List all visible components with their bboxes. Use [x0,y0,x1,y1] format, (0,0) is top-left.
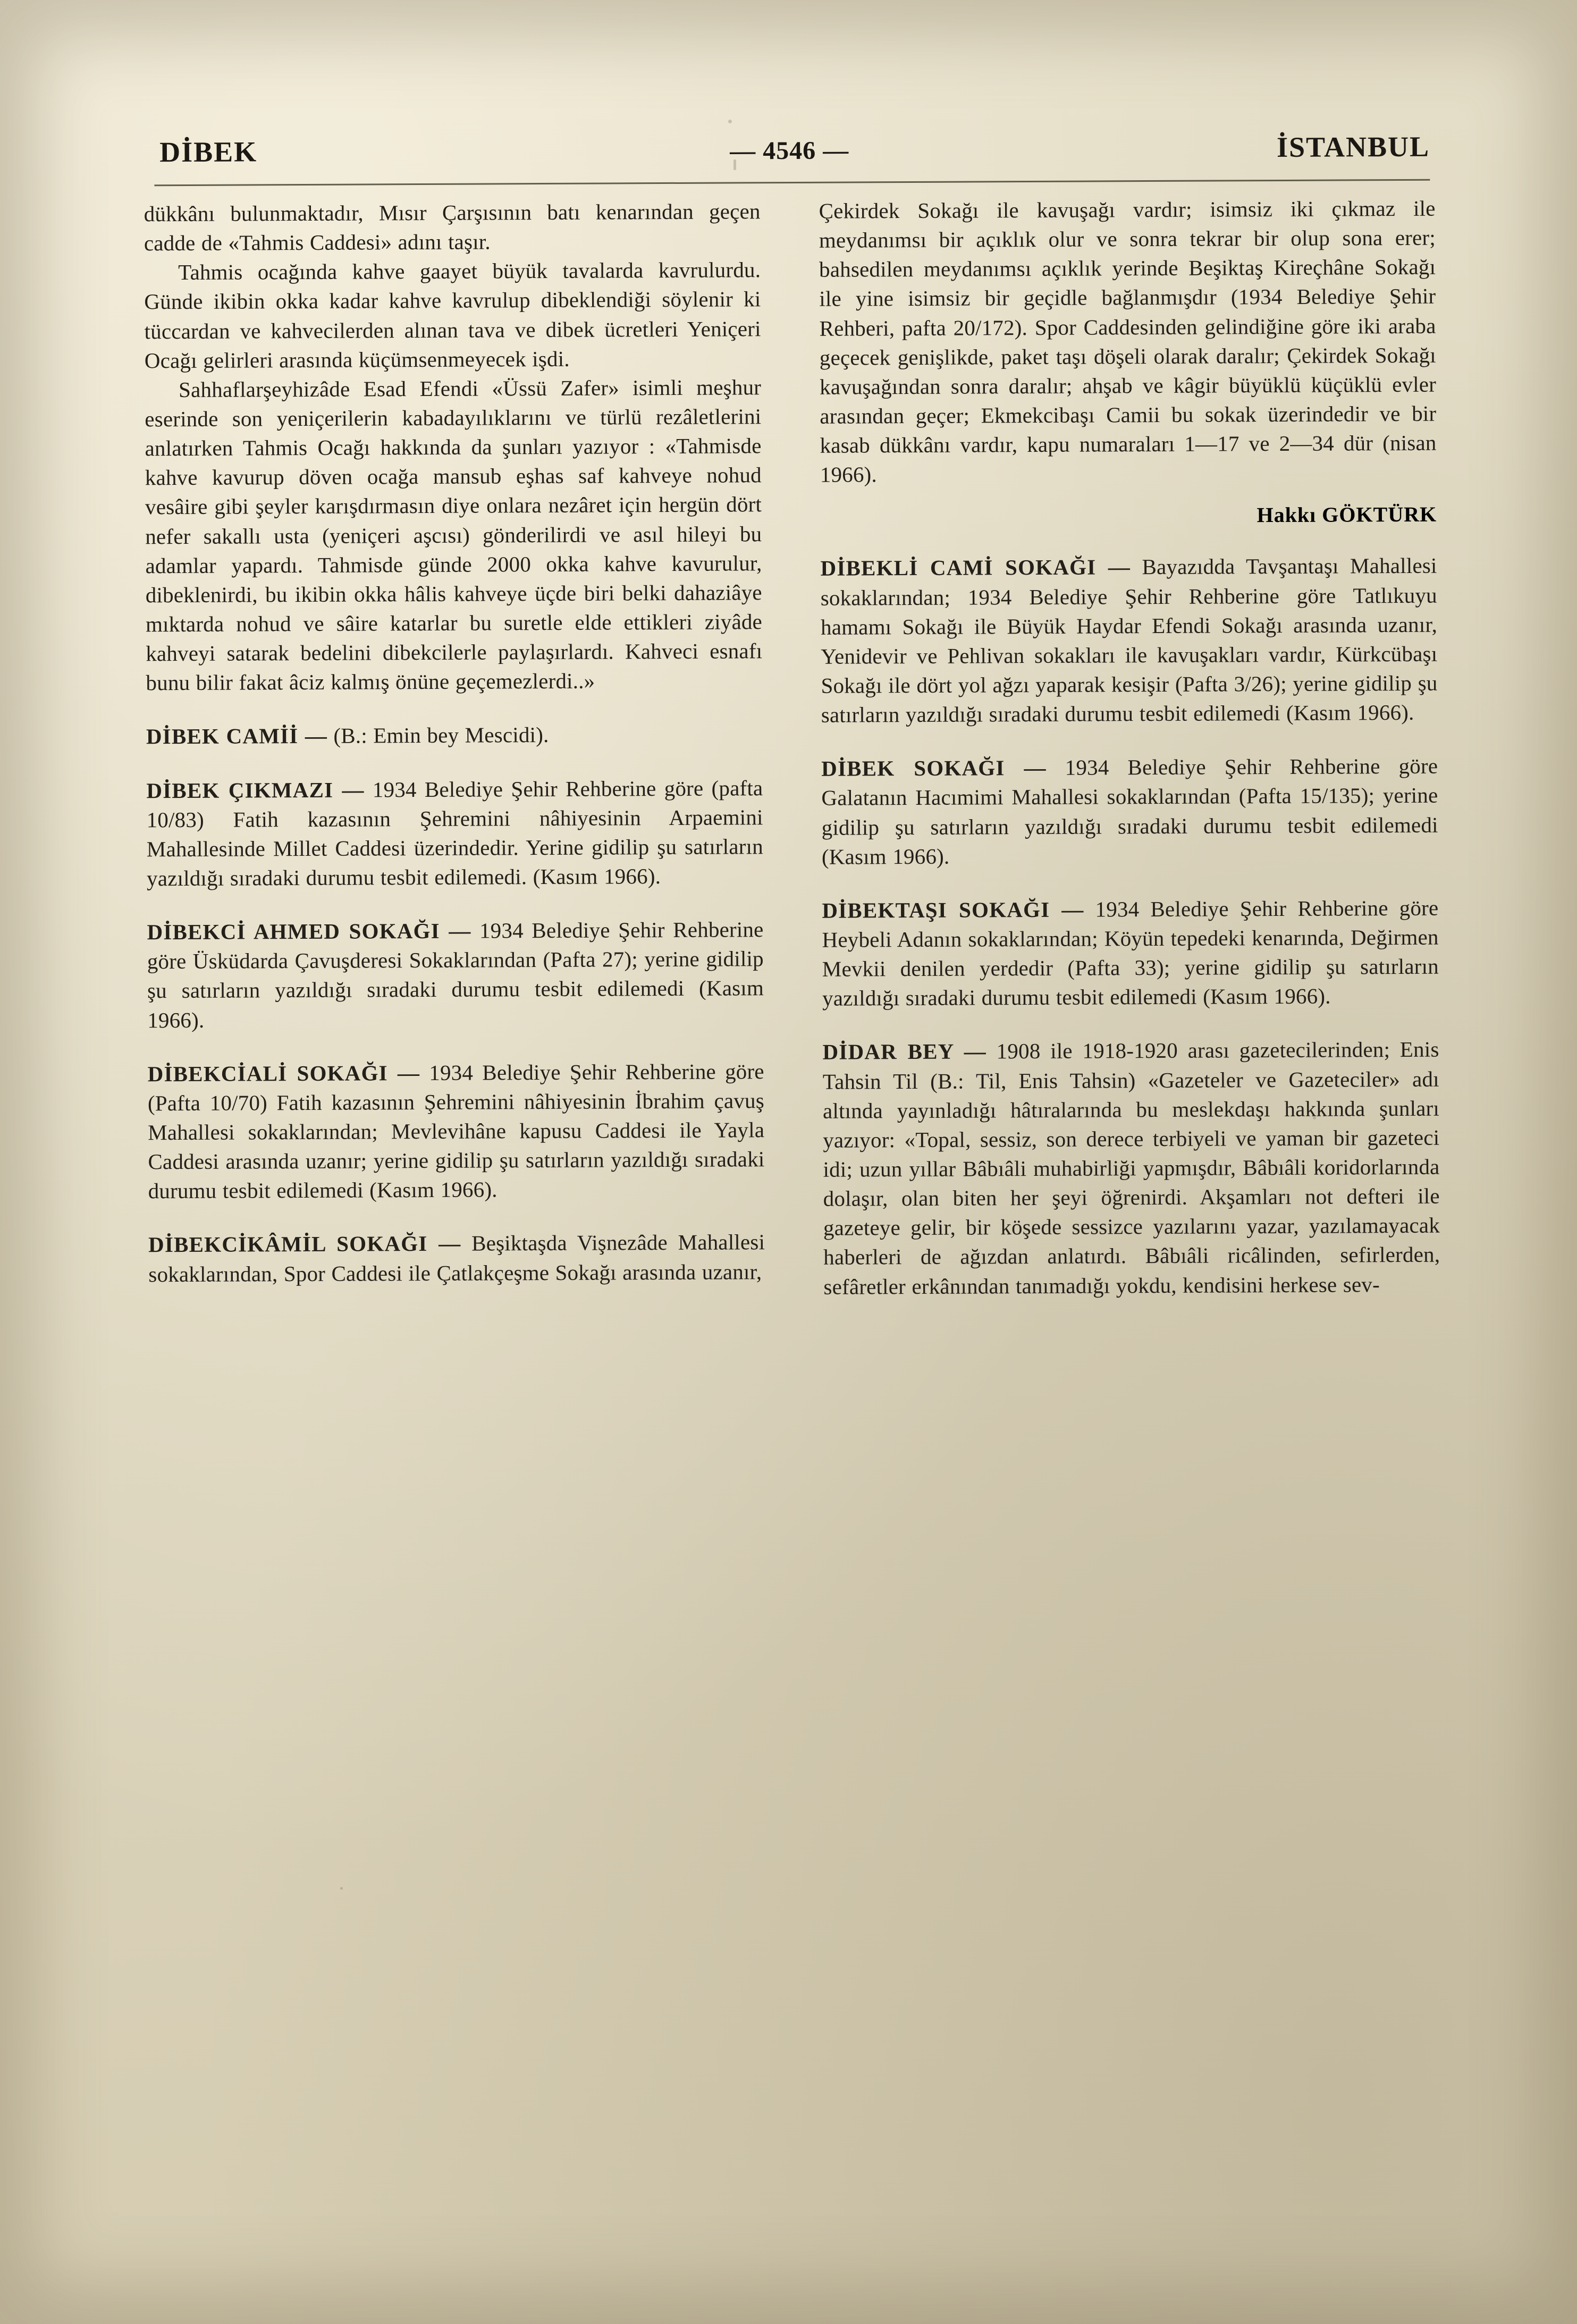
entry-headword: DİBEK ÇIKMAZI — [146,777,365,803]
entry-headword: DİBEKCİALİ SOKAĞI — [147,1060,420,1086]
page-number: — 4546 — [730,136,849,165]
paragraph: Sahhaflarşeyhizâde Esad Efendi «Üssü Zafer» isimli meşhur eserinde son yeniçerilerin kabadayılıklarını ve türlü rezâletlerini anlatırken Tahmis Ocağı hakkında da şunları yazıyor : «Tahmisde kahve kavurup döven ocağa mansub eşhas saf kahveye nohud vesâire gibi şeyler karışdırmasın diye onlara nezâret için hergün dört nefer sakallı usta (yeniçeri aşcısı) gönderilirdi ve asıl hileyi bu adamlar yapardı. Tahmisde günde 2000 okka kahve kavurulur, dibeklenirdi, bu ikibin okka hâlis kahveye üçde biri belki dahaziâye mıktarda nohud ve sâire katarlar bu suretle elde ettikleri ziyâde kahveyi satarak bedelini dibekcilerle paylaşırlardı. Kahveci esnafı bunu bilir fakat âciz kalmış önüne geçemezlerdi..» [145,375,763,695]
dictionary-entry [146,720,763,752]
dictionary-entry [146,773,763,894]
dictionary-entry [148,1057,765,1206]
left-column [144,197,765,1304]
entry-headword: DİBEKCİ AHMED SOKAĞI — [147,918,471,945]
paragraph: Tahmis ocağında kahve gaayet büyük tavalarda kavrulurdu. Günde ikibin okka kadar kahve kavrulup dibeklendiği söylenir ki tüccardan ve kahvecilerden alınan tava ve dibek ücretleri Yeniçeri Ocağı gelirleri arasında küçümsenmeyecek işdi. [144,257,761,373]
header-right-title: İSTANBUL [1276,130,1430,163]
dictionary-entry [820,551,1437,730]
entry-headword: DİBEK CAMİİ — [146,723,328,749]
entry-body: 1934 Belediye Şehir Rehberine göre Galatanın Hacımimi Mahallesi sokaklarından (Pafta 15/135); yerine gidilip şu satırların yazıldığı sıradaki durumu tesbit edilemedi (Kasım 1966). [821,753,1438,869]
entry-body: Bayazıdda Tavşantaşı Mahallesi sokaklarından; 1934 Belediye Şehir Rehberine göre Tatlıkuyu hamamı Sokağı ile Büyük Haydar Efendi Sokağı arasında uzanır, Yenidevir ve Pehlivan sokakları ile kavuşakları vardır, Kürkcübaşı Sokağı ile dört yol ağzı yaparak kesişir (Pafta 3/26); yerine gidilip şu satırların yazıldığı sıradaki durumu tesbit edilemedi (Kasım 1966). [820,553,1438,727]
dictionary-entry [147,915,764,1035]
entry-headword: DİBEKLİ CAMİ SOKAĞI — [820,554,1131,581]
entry-body: 1934 Belediye Şehir Rehberine göre (Pafta 10/70) Fatih kazasının Şehremini nâhiyesinin İbrahim çavuş Mahallesi sokaklarından; Mevlevihâne kapusu Caddesi ile Yayla Caddesi arasında uzanır; yerine gidilip şu satırların yazıldığı sıradaki durumu tesbit edilemedi (Kasım 1966). [147,1058,765,1203]
dictionary-entry [822,893,1439,1013]
dictionary-entry [822,1035,1440,1301]
entry-headword: DİBEK SOKAĞI — [821,755,1047,781]
entry-body: Beşiktaşda Vişnezâde Mahallesi sokaklarından, Spor Caddesi ile Çatlakçeşme Sokağı arasında uzanır, [148,1230,765,1286]
dictionary-entry [821,752,1438,872]
paragraph: dükkânı bulunmaktadır, Mısır Çarşısının batı kenarından geçen cadde de «Tahmis Caddesi» adını taşır. [144,199,761,256]
text-columns [144,194,1440,1304]
paragraph: Çekirdek Sokağı ile kavuşağı vardır; isimsiz iki çıkmaz ile meydanımsı bir açıklık olur ve sonra tekrar bir olup sona erer; bahsedilen meydanımsı açıklık yerinde Beşiktaş Kireçhâne Sokağı ile yine isimsiz bir geçidle bağlanmışdır (1934 Belediye Şehir Rehberi, pafta 20/172). Spor Caddesinden gelindiğine göre iki araba geçecek genişlikde, paket taşı döşeli olarak daralır; Çekirdek Sokağı kavuşağından sonra daralır; ahşab ve kâgir büyüklü küçüklü evler arasından geçer; Ekmekcibaşı Camii bu sokak üzerindedir ve bir kasab dükkânı vardır, kapu numaraları 1—17 ve 2—34 dür (nisan 1966). [819,196,1437,487]
page-header [144,130,1435,184]
entry-body: 1908 ile 1918-1920 arası gazetecilerinden; Enis Tahsin Til (B.: Til, Enis Tahsin) «Gazeteler ve Gazeteciler» adı altında yayınladığı hâtıralarında bu meslekdaşı hakkında şunları yazıyor: «Topal, sessiz, son derece terbiyeli ve yaman bir gazeteci idi; uzun yıllar Bâbıâli muhabirliği yapmışdır, Bâbıâli koridorlarında dolaşır, olan biten her şeyi öğrenirdi. Akşamları not defteri ile gazeteye gelir, bir köşede sessizce yazılarını yazar, yazılamayacak haberleri de ağızdan anlatırdı. Bâbıâli ricâlinden, sefirlerden, sefâretler erkânından tanımadığı yokdu, kendisini herkese sev- [822,1037,1440,1299]
entry-headword: DİBEKCİKÂMİL SOKAĞI — [148,1231,461,1257]
entry-body: 1934 Belediye Şehir Rehberine göre Üsküdarda Çavuşderesi Sokaklarından (Pafta 27); yerine gidilip şu satırların yazıldığı sıradaki durumu tesbit edilemedi (Kasım 1966). [147,917,764,1032]
entry-body: 1934 Belediye Şehir Rehberine göre (pafta 10/83) Fatih kazasının Şehremini nâhiyesinin Arpaemini Mahallesinde Millet Caddesi üzerindedir. Yerine gidilip şu satırların yazıldığı sıradaki durumu tesbit edilemedi. (Kasım 1966). [146,775,763,891]
header-rule [154,179,1430,186]
paper-speck [340,1887,343,1890]
article-byline: Hakkı GÖKTÜRK [1256,502,1437,527]
header-left-title: DİBEK [159,136,258,169]
paper-speck [728,120,732,123]
entry-body: (B.: Emin bey Mescidi). [327,722,549,748]
entry-headword: DİBEKTAŞI SOKAĞI — [822,897,1084,923]
entry-headword: DİDAR BEY — [822,1039,987,1065]
page-content [144,130,1440,1299]
dictionary-entry [148,1228,765,1289]
right-column [819,194,1440,1302]
entry-body: 1934 Belediye Şehir Rehberine göre Heybeli Adanın sokaklarından; Köyün tepedeki kenarında, Değirmen Mevkii denilen yerdedir (Pafta 33); yerine gidilip şu satırların yazıldığı sıradaki durumu tesbit edilemedi (Kasım 1966). [822,895,1439,1011]
